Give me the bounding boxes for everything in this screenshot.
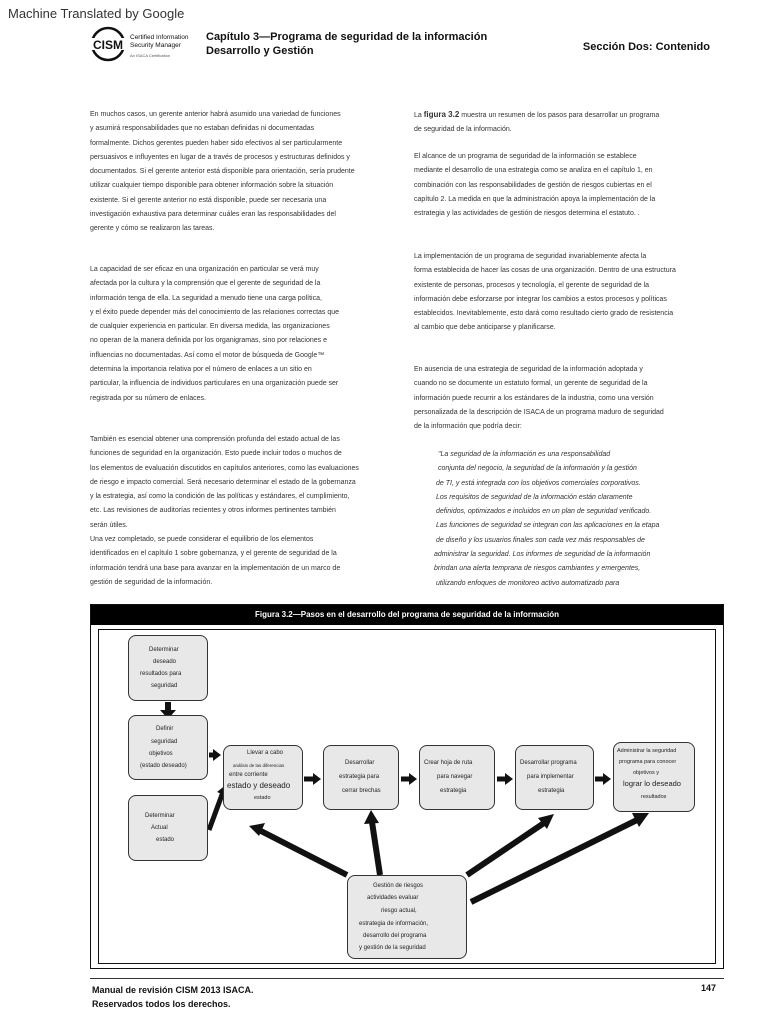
right-para-1 [414, 108, 714, 138]
arrowhead [213, 749, 221, 761]
arrow-b3-b4 [209, 792, 223, 830]
risk-management-activities [347, 875, 467, 959]
box-text: Definir [156, 726, 174, 732]
text-line: afectada por la cultura y la comprensión que el gerente de seguridad de la [90, 280, 321, 288]
quote-line: Las funciones de seguridad se integran con las aplicaciones en la etapa [436, 522, 660, 530]
text-line: influencias no documentadas. Así como el motor de búsqueda de Google™ [90, 351, 325, 359]
svg-text:Certified Information: Certified Information [130, 34, 189, 41]
text-run: La [414, 112, 424, 119]
text-line: La capacidad de ser eficaz en una organización en particular se verá muy [90, 266, 319, 273]
box-text: resultados [641, 794, 667, 800]
text-line: información tendrá una base para avanzar en la implementación de un marco de [90, 564, 341, 572]
box-text: Actual [151, 825, 168, 831]
svg-text:An ISACA Certification: An ISACA Certification [130, 53, 171, 58]
arrowhead [505, 773, 513, 785]
section-label: Sección Dos: Contenido [582, 41, 710, 53]
left-para-1 [90, 108, 390, 237]
text-line: de seguridad de la información. [414, 126, 512, 134]
text-line: cuando no se documente un estatuto formal, un gerente de seguridad de la [414, 380, 648, 388]
box-text: estrategia [440, 788, 467, 794]
text-line: persuasivos e influyentes en lugar de a través de procesos y estructuras definidos y [90, 153, 350, 161]
box-text: objetivos [149, 751, 173, 757]
text-line: investigación exhaustiva para determinar cuáles eran las responsabilidades del [90, 211, 336, 219]
figure-3-2 [90, 604, 724, 969]
text-line: no operan de la manera definida por los organigramas, sino por relaciones e [90, 337, 327, 345]
text-line: existente. Si el gerente anterior no está disponible, puede ser necesaria una [90, 196, 327, 204]
text-line: y la estrategia, así como la condición de las políticas y estándares, el cumplimiento, [90, 493, 350, 501]
box-text: seguridad [151, 739, 178, 745]
text-line: La implementación de un programa de seguridad invariablemente afecta la [414, 253, 647, 260]
flow-diagram [98, 629, 716, 964]
footer-copyright [92, 983, 254, 1011]
arrowhead [409, 773, 417, 785]
step-create-roadmap [419, 745, 495, 810]
box-text: Crear hoja de ruta [424, 760, 473, 766]
chapter-title-line1: Capítulo 3—Programa de seguridad de la información [206, 31, 488, 43]
box-text: actividades evaluar [367, 895, 419, 901]
box-text: para navegar [437, 774, 473, 780]
box-text: objetivos y [633, 770, 659, 776]
text-line: información tenga de ella. La seguridad a menudo tiene una carga política, [90, 294, 322, 302]
step-manage-program [613, 742, 695, 812]
box-text: estado y deseado [227, 781, 291, 790]
cism-logo [90, 26, 194, 66]
box-text: (estado deseado) [140, 763, 187, 769]
arrow-b9-b8 [471, 820, 637, 902]
text-line: gerente y cómo se realizaron las tareas. [90, 225, 215, 233]
text-line: mediante el desarrollo de una estrategia como se analiza en el capítulo 1, en [414, 167, 653, 175]
quote-line: utilizando enfoques de monitoreo activo automatizado para [436, 579, 620, 587]
step-develop-strategy [323, 745, 399, 810]
text-line: los elementos de evaluación discutidos en capítulos anteriores, como las evaluaciones [90, 464, 359, 472]
step-define-security-objectives [128, 715, 208, 780]
step-determine-current-state [128, 795, 208, 861]
text-run: muestra un resumen de los pasos para desarrollar un programa [459, 112, 660, 119]
text-line: También es esencial obtener una comprensión profunda del estado actual de las [90, 436, 340, 443]
box-text: entre corriente [229, 772, 268, 778]
text-line: En muchos casos, un gerente anterior habrá asumido una variedad de funciones [90, 111, 341, 118]
box-text: Determinar [149, 647, 179, 653]
arrowhead [364, 810, 379, 824]
arrow-b9-b5 [372, 822, 380, 875]
text-line: identificados en el capítulo 1 sobre gobernanza, y el gerente de seguridad de la [90, 550, 337, 558]
box-text: Desarrollar [345, 760, 375, 766]
text-line: funciones de seguridad en la organización. Esto puede incluir todos o muchos de [90, 450, 342, 458]
quote-line: Los requisitos de seguridad de la información están claramente [436, 493, 633, 501]
text-line: registrada por su número de enlaces. [90, 394, 206, 402]
text-line: gestión de seguridad de la información. [90, 578, 213, 586]
box-text: seguridad [151, 683, 178, 689]
footer-line1: Manual de revisión CISM 2013 ISACA. [92, 985, 254, 995]
footer-rule [90, 978, 724, 979]
text-line: documentados. Si el gerente anterior está disponible para orientación, sería prudente [90, 168, 355, 176]
text-line: forma establecida de hacer las cosas de una organización. Dentro de una estructura [414, 267, 676, 275]
text-line: serán útiles. [90, 521, 128, 529]
box-text: desarrollo del programa [363, 933, 427, 939]
box-text: estrategia de información, [359, 921, 429, 927]
machine-translated-banner: Machine Translated by Google [8, 6, 185, 21]
text-line: y asumirá responsabilidades que no estaban definidas ni documentadas [90, 125, 315, 133]
text-line: información debe esforzarse por integrar los cambios a estos procesos y políticas [414, 295, 667, 303]
box-text: programa para conocer [619, 759, 677, 765]
arrowhead [603, 773, 611, 785]
text-line: Una vez completado, se puede considerar el equilibrio de los elementos [90, 536, 314, 544]
text-line: de riesgo e impacto comercial. Será necesario determinar el estado de la gobernanza [90, 478, 356, 486]
box-text: estrategia [538, 788, 565, 794]
box-text: resultados para [140, 671, 182, 677]
box-text: análisis de las diferencias [233, 763, 285, 768]
text-line: utilizar cualquier tiempo disponible para obtener información sobre la situación [90, 182, 334, 190]
box-text: estado [254, 795, 271, 801]
step-develop-program [515, 745, 594, 810]
text-line: formalmente. Dichos gerentes pueden haber sido efectivos al ser particularmente [90, 139, 343, 147]
box-text: Llevar a cabo [247, 750, 284, 756]
quote-line: brindan una alerta temprana de riesgos cambiantes y emergentes, [434, 565, 641, 573]
box-text: deseado [153, 659, 177, 665]
box-text: para implementar [527, 774, 574, 780]
text-line: En ausencia de una estrategia de seguridad de la información adoptada y [414, 366, 643, 373]
chapter-title-line2: Desarrollo y Gestión [206, 45, 314, 57]
figure-title: Figura 3.2—Pasos en el desarrollo del programa de seguridad de la información [91, 605, 723, 625]
box-text: Gestión de riesgos [373, 883, 424, 889]
text-line: establecidos. Inevitablemente, esto dará como resultado cierto grado de resistencia [414, 310, 674, 318]
box-text: riesgo actual, [381, 908, 417, 914]
arrow-b9-b4 [259, 830, 347, 875]
box-text: Desarrollar programa [520, 760, 577, 766]
right-para-4 [414, 363, 714, 434]
text-line: información puede recurrir a los estándares de la industria, como una versión [414, 394, 654, 402]
quote-line: conjunta del negocio, la seguridad de la información y la gestión [438, 465, 637, 473]
step-determine-desired-outcomes [128, 635, 208, 701]
text-line: personalizada de la descripción de ISACA de un programa maduro de seguridad [414, 408, 664, 416]
text-line: y el éxito puede depender más del conocimiento de las relaciones correctas que [90, 308, 340, 316]
arrowhead [313, 773, 321, 785]
text-line: El alcance de un programa de seguridad de la información se establece [414, 153, 637, 160]
footer-line2: Reservados todos los derechos. [92, 999, 231, 1009]
quote-line: definidos, optimizados e incluidos en un plan de seguridad verificado. [436, 508, 652, 516]
text-line: existente de personas, procesos y tecnología, el gerente de seguridad de la [414, 281, 650, 289]
text-line [414, 108, 714, 123]
quote-block [434, 448, 734, 591]
box-text: lograr lo deseado [623, 779, 681, 788]
quote-line: de diseño y los usuarios finales son cada vez más responsables de [436, 536, 645, 544]
svg-text:Security Manager: Security Manager [130, 42, 181, 49]
chapter-title [206, 30, 487, 58]
quote-line: administrar la seguridad. Los informes de seguridad de la información [434, 551, 651, 559]
page-number: 147 [700, 983, 716, 993]
box-text: y gestión de la seguridad [359, 945, 426, 951]
svg-text:CISM: CISM [93, 38, 123, 52]
text-line: combinación con las responsabilidades de gestión de riesgos cubiertas en el [414, 181, 652, 189]
text-line: etc. Las revisiones de auditorías recientes y otros informes pertinentes también [90, 507, 336, 515]
figure-reference-link[interactable]: figura 3.2 [423, 110, 460, 119]
right-para-2 [414, 150, 714, 221]
left-para-2 [90, 263, 390, 406]
right-para-3 [414, 250, 714, 336]
text-line: particular, la influencia de individuos particulares en una organización puede ser [90, 380, 339, 388]
text-line: de la información que podría decir: [414, 423, 522, 431]
quote-line: de TI, y está integrada con los objetivos comerciales corporativos. [436, 479, 641, 487]
text-line: de cualquier experiencia en particular. En diversa medida, las organizaciones [90, 323, 330, 331]
box-text: estado [156, 837, 175, 843]
box-text: Administrar la seguridad [617, 748, 677, 754]
box-text: cerrar brechas [342, 788, 381, 794]
text-line: capítulo 2. La medida en que la administración apoya la implementación de la [414, 195, 656, 203]
text-line: al cambio que debe anticiparse y planificarse. [414, 324, 556, 332]
box-text: estrategia para [339, 774, 380, 780]
box-text: Determinar [145, 813, 175, 819]
arrow-b9-b7 [467, 823, 544, 875]
text-line: determina la importancia relativa por el número de enlaces a un sitio en [90, 366, 312, 374]
quote-line: "La seguridad de la información es una responsabilidad [438, 451, 611, 458]
left-para-3 [90, 433, 390, 590]
step-gap-analysis [223, 745, 303, 810]
text-line: estrategia y las actividades de gestión de riesgos determina el estatuto. . [414, 210, 640, 218]
